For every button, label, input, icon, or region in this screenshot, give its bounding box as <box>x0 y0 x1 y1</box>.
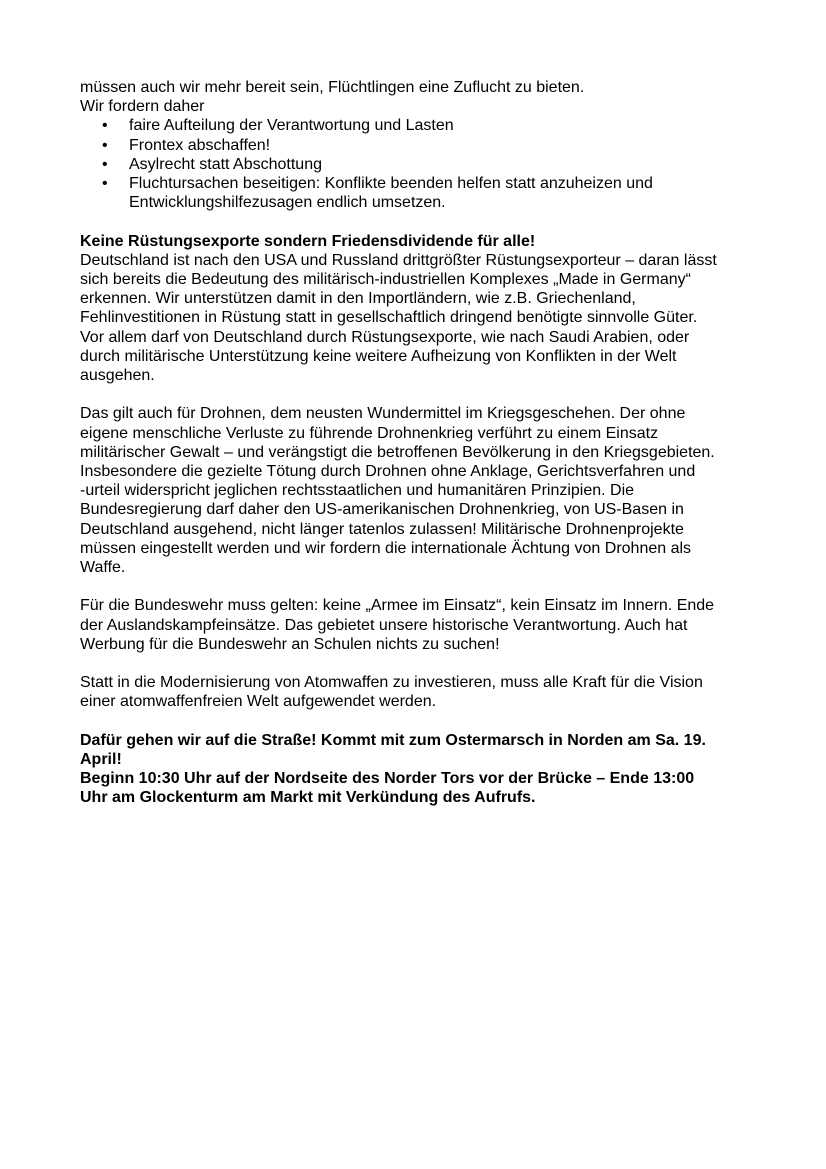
list-item <box>80 136 760 155</box>
paragraph-line: Das gilt auch für Drohnen, dem neusten Wundermittel im Kriegsgeschehen. Der ohne <box>80 405 686 423</box>
intro-line: müssen auch wir mehr bereit sein, Flüchtlingen eine Zuflucht zu bieten. <box>80 79 585 96</box>
paragraph-gap <box>80 212 760 231</box>
list-item-text: Asylrecht statt Abschottung <box>129 155 322 173</box>
paragraph-line: Werbung für die Bundeswehr an Schulen nichts zu suchen! <box>80 635 500 653</box>
bullet-icon: • <box>102 117 108 135</box>
list-item <box>80 155 760 174</box>
list-item-text: Fluchtursachen beseitigen: Konflikte beenden helfen statt anzuheizen und <box>129 174 653 192</box>
paragraph-line: Deutschland ausgehend, nicht länger tatenlos zulassen! Militärische Drohnenprojekte <box>80 520 684 538</box>
list-item-text: faire Aufteilung der Verantwortung und Lasten <box>129 117 454 135</box>
bullet-icon: • <box>102 155 108 173</box>
paragraph-gap <box>80 654 760 673</box>
paragraph-gap <box>80 577 760 596</box>
call-to-action <box>80 731 760 808</box>
exports-paragraph <box>80 251 760 385</box>
list-item-text: Entwicklungshilfezusagen endlich umsetzen. <box>129 194 446 212</box>
paragraph-line: erkennen. Wir unterstützen damit in den Importländern, wie z.B. Griechenland, <box>80 290 636 308</box>
paragraph-line: der Auslandskampfeinsätze. Das gebietet unsere historische Verantwortung. Auch hat <box>80 616 688 634</box>
paragraph-line: Bundesregierung darf daher den US-amerikanischen Drohnenkrieg, von US-Basen in <box>80 501 684 519</box>
call-to-action-line: Uhr am Glockenturm am Markt mit Verkündung des Aufrufs. <box>80 789 536 807</box>
bullet-icon: • <box>102 174 108 192</box>
list-item-text: Frontex abschaffen! <box>129 136 271 154</box>
demands-list <box>80 116 760 212</box>
paragraph-line: Waffe. <box>80 558 126 576</box>
call-to-action-line: Dafür gehen wir auf die Straße! Kommt mit zum Ostermarsch in Norden am Sa. 19. <box>80 731 706 749</box>
paragraph-line: müssen eingestellt werden und wir fordern die internationale Ächtung von Drohnen als <box>80 539 692 557</box>
paragraph-line: Insbesondere die gezielte Tötung durch Drohnen ohne Anklage, Gerichtsverfahren und <box>80 462 696 480</box>
bullet-icon: • <box>102 136 108 154</box>
nuclear-paragraph <box>80 673 760 711</box>
paragraph-line: Deutschland ist nach den USA und Russland drittgrößter Rüstungsexporteur – daran lässt <box>80 251 717 269</box>
paragraph-line: ausgehen. <box>80 366 155 384</box>
document-page <box>80 78 760 808</box>
bundeswehr-paragraph <box>80 596 760 654</box>
section-heading: Keine Rüstungsexporte sondern Friedensdividende für alle! <box>80 232 536 250</box>
paragraph-line: eigene menschliche Verluste zu führende Drohnenkrieg verführt zu einem Einsatz <box>80 424 659 442</box>
call-to-action-line: Beginn 10:30 Uhr auf der Nordseite des Norder Tors vor der Brücke – Ende 13:00 <box>80 770 695 788</box>
paragraph-line: Statt in die Modernisierung von Atomwaffen zu investieren, muss alle Kraft für die Vision <box>80 674 703 692</box>
paragraph-line: Für die Bundeswehr muss gelten: keine „Armee im Einsatz“, kein Einsatz im Innern. Ende <box>80 597 715 615</box>
paragraph-line: sich bereits die Bedeutung des militärisch-industriellen Komplexes „Made in Germany“ <box>80 270 691 288</box>
list-item <box>80 116 760 135</box>
paragraph-line: Fehlinvestitionen in Rüstung statt in gesellschaftlich dringend benötigte sinnvolle Güter. <box>80 309 698 327</box>
paragraph-line: militärischer Gewalt – und verängstigt die betroffenen Bevölkerung in den Kriegsgebieten. <box>80 443 715 461</box>
paragraph-line: durch militärische Unterstützung keine weitere Aufheizung von Konflikten in der Welt <box>80 347 677 365</box>
call-to-action-line: April! <box>80 750 122 768</box>
list-item-continuation <box>80 193 760 212</box>
paragraph-line: einer atomwaffenfreien Welt aufgewendet werden. <box>80 693 437 711</box>
paragraph-gap <box>80 712 760 731</box>
list-item <box>80 174 760 193</box>
demands-intro-line: Wir fordern daher <box>80 98 205 116</box>
drones-paragraph <box>80 404 760 577</box>
paragraph-line: Vor allem darf von Deutschland durch Rüstungsexporte, wie nach Saudi Arabien, oder <box>80 328 690 346</box>
paragraph-gap <box>80 385 760 404</box>
paragraph-line: -urteil widerspricht jeglichen rechtsstaatlichen und humanitären Prinzipien. Die <box>80 482 635 500</box>
